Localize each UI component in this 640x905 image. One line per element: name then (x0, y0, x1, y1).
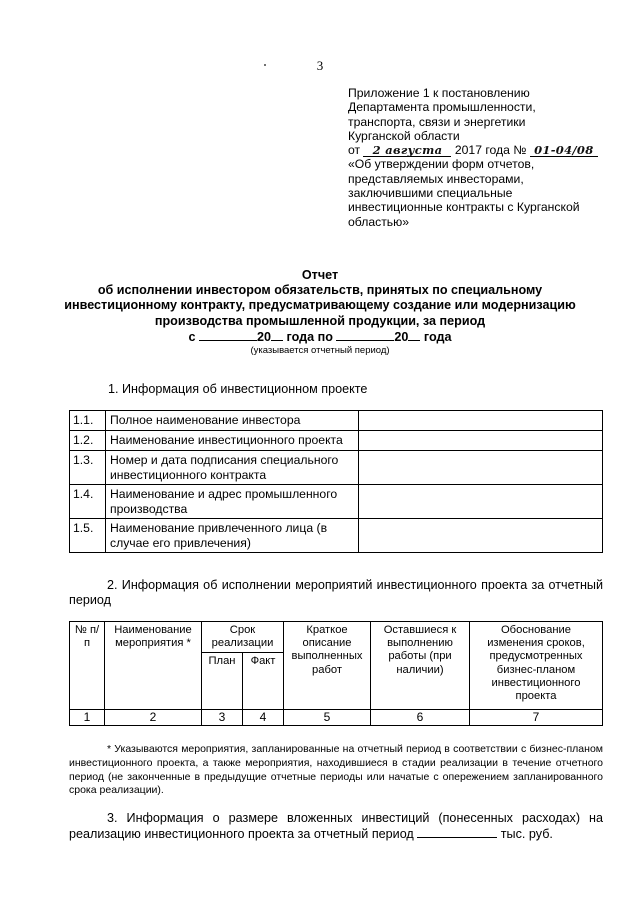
appendix-subject: представляемых инвесторами, (348, 171, 524, 186)
column-number: 1 (70, 710, 105, 726)
handwritten-number: 01-04/08 (534, 143, 594, 158)
page-number: 3 (316, 58, 324, 73)
report-title-line: об исполнении инвестором обязательств, принятых по специальному (97, 283, 543, 298)
col-header-num: № п/п (70, 622, 105, 710)
amount-blank (417, 826, 497, 838)
row-label: Наименование привлеченного лица (в случае его привлечения) (106, 519, 359, 553)
row-label: Наименование инвестиционного проекта (106, 431, 359, 451)
appendix-block (348, 86, 618, 229)
row-number: 1.1. (70, 411, 106, 431)
handwritten-date: 2 августа (372, 143, 443, 158)
footnote: * Указываются мероприятия, запланированные на отчетный период в соответствии с бизнес-планом инвестиционного проекта, а также мероприятия, находившиеся в стадии реализации в течение отчетного период (не законченные в предыдущие отчетные периоды или начатые с опережением запланированного срока реализации). (69, 743, 603, 797)
col-header-remaining: Оставшиеся к выполнению работы (при наличии) (371, 622, 470, 710)
col-header-fact: Факт (243, 653, 284, 710)
table-row (70, 485, 603, 519)
table-header-row (70, 622, 603, 653)
appendix-subject: заключившими специальные (348, 186, 513, 201)
date-prefix: от (348, 143, 361, 158)
date-field (363, 144, 451, 157)
column-number: 3 (202, 710, 243, 726)
section3-paragraph (69, 810, 603, 842)
table-row (70, 451, 603, 485)
year-word: года по (286, 329, 333, 344)
row-value-cell (359, 431, 603, 451)
period-from: с (188, 329, 196, 344)
column-number: 6 (371, 710, 470, 726)
row-label: Наименование и адрес промышленного производства (106, 485, 359, 519)
section3-unit: тыс. руб. (500, 827, 553, 841)
row-label: Полное наименование инвестора (106, 411, 359, 431)
row-value-cell (359, 485, 603, 519)
column-number-row (70, 710, 603, 726)
number-field (530, 144, 598, 157)
table-row (70, 411, 603, 431)
table-row (70, 519, 603, 553)
col-header-brief: Краткое описание выполненных работ (284, 622, 371, 710)
year-prefix: 20 (256, 329, 271, 344)
report-title-block (0, 268, 640, 357)
row-number: 1.3. (70, 451, 106, 485)
section1-heading: 1. Информация об инвестиционном проекте (108, 382, 368, 396)
report-period-line (0, 329, 640, 345)
column-number: 2 (105, 710, 202, 726)
report-title-line: производства промышленной продукции, за период (154, 313, 486, 328)
appendix-line: Департамента промышленности, (348, 100, 536, 115)
appendix-subject: областью» (348, 214, 410, 229)
row-label: Номер и дата подписания специального инвестиционного контракта (106, 451, 359, 485)
appendix-line: Курганской области (348, 128, 460, 143)
column-number: 5 (284, 710, 371, 726)
appendix-date-line (348, 143, 618, 157)
column-number: 4 (243, 710, 284, 726)
row-value-cell (359, 411, 603, 431)
section3-text: 3. Информация о размере вложенных инвестиций (понесенных расходах) на реализацию инвестиционного проекта за отчетный период (69, 811, 603, 841)
row-number: 1.5. (70, 519, 106, 553)
row-value-cell (359, 451, 603, 485)
appendix-line: Приложение 1 к постановлению (348, 86, 530, 100)
investment-project-table (69, 410, 603, 553)
section2-heading: 2. Информация об исполнении мероприятий инвестиционного проекта за отчетный период (69, 578, 603, 607)
row-number: 1.2. (70, 431, 106, 451)
year-blank (271, 329, 283, 341)
col-header-term: Срок реализации (202, 622, 284, 653)
activities-table (69, 621, 603, 726)
period-note: (указывается отчетный период) (250, 345, 390, 357)
appendix-line: транспорта, связи и энергетики (348, 114, 526, 129)
period-start-blank (199, 329, 257, 341)
col-header-reason: Обоснование изменения сроков, предусмотренных бизнес-планом инвестиционного проекта (470, 622, 603, 710)
year-blank (408, 329, 420, 341)
row-value-cell (359, 519, 603, 553)
date-suffix: 2017 года № (454, 143, 527, 158)
year-word: года (423, 329, 452, 344)
appendix-subject: инвестиционные контракты с Курганской (348, 200, 580, 215)
appendix-subject: «Об утверждении форм отчетов, (348, 157, 535, 172)
table-row (70, 431, 603, 451)
period-end-blank (336, 329, 394, 341)
stray-mark (264, 64, 266, 66)
report-heading: Отчет (301, 268, 339, 282)
report-title-line: инвестиционному контракту, предусматривающему создание или модернизацию (64, 298, 576, 313)
year-prefix: 20 (394, 329, 409, 344)
row-number: 1.4. (70, 485, 106, 519)
column-number: 7 (470, 710, 603, 726)
col-header-name: Наименование мероприятия * (105, 622, 202, 710)
col-header-plan: План (202, 653, 243, 710)
